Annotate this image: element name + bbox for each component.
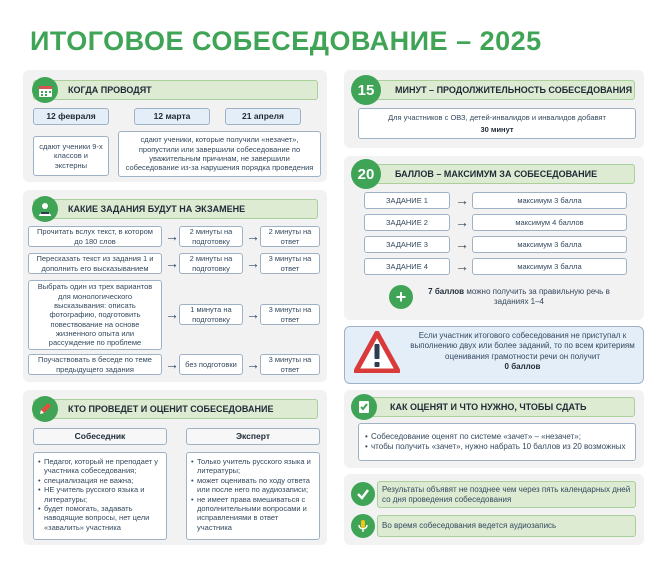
points-bonus xyxy=(419,287,619,308)
list-item: • Собеседование оценят по системе «зачет» – «незачет»; xyxy=(365,432,626,442)
arrow-right-icon: → xyxy=(455,258,469,274)
arrow-right-icon: → xyxy=(246,356,260,372)
duration-number: 15 xyxy=(351,75,381,105)
points-bonus-text: можно получить за правильную речь в заданиях 1–4 xyxy=(466,287,610,307)
checklist-icon xyxy=(351,394,377,420)
duration-note-box xyxy=(358,108,636,139)
page-title: ИТОГОВОЕ СОБЕСЕДОВАНИЕ – 2025 xyxy=(30,26,542,56)
duration-note: Для участников с ОВЗ, детей-инвалидов и инвалидов добавят xyxy=(388,113,606,123)
task-4: Поучаствовать в беседе по теме предыдущего задания xyxy=(28,354,162,375)
list-item: • Педагог, который не преподает у участника собеседования; xyxy=(38,457,162,476)
calendar-icon xyxy=(32,77,58,103)
points-task-2: ЗАДАНИЕ 2 xyxy=(364,214,450,231)
arrow-right-icon: → xyxy=(165,356,179,372)
task-1-prep: 2 минуты на подготовку xyxy=(179,226,243,247)
plus-icon: + xyxy=(389,285,413,309)
points-header: БАЛЛОВ – МАКСИМУМ ЗА СОБЕСЕДОВАНИЕ xyxy=(370,164,635,184)
grading-list xyxy=(365,432,626,452)
task-4-answer: 3 минуты на ответ xyxy=(260,354,320,375)
who-header: КТО ПРОВЕДЕТ И ОЦЕНИТ СОБЕСЕДОВАНИЕ xyxy=(33,399,318,419)
when-header: КОГДА ПРОВОДЯТ xyxy=(33,80,318,100)
grading-box xyxy=(358,423,636,461)
date-apr: 21 апреля xyxy=(225,108,301,125)
results-box: Результаты объявят не позднее чем через пять календарных дней со дня проведения собеседования xyxy=(377,481,636,508)
points-max-3: максимум 3 балла xyxy=(472,236,627,253)
points-bonus-bold: 7 баллов xyxy=(428,287,465,296)
date-feb: 12 февраля xyxy=(33,108,109,125)
arrow-right-icon: → xyxy=(455,192,469,208)
expert-box xyxy=(186,452,320,540)
list-item: • чтобы получить «зачет», нужно набрать 10 баллов из 20 возможных xyxy=(365,442,626,452)
arrow-right-icon: → xyxy=(165,255,179,271)
expert-title: Эксперт xyxy=(186,428,320,445)
task-3: Выбрать один из трех вариантов для монологического высказывания: описать фотографию, подготовить повествование на основе жизненного опыта или рассуждение по проблеме xyxy=(28,280,162,350)
points-task-4: ЗАДАНИЕ 4 xyxy=(364,258,450,275)
list-item: • не имеет права вмешиваться с дополнительными вопросами и исправлениями в ответ участника xyxy=(191,495,315,533)
warning-text-box xyxy=(405,331,640,373)
audio-box: Во время собеседования ведется аудиозапись xyxy=(377,515,636,537)
pen-icon xyxy=(32,396,58,422)
arrow-right-icon: → xyxy=(455,236,469,252)
task-1: Прочитать вслух текст, в котором до 180 слов xyxy=(28,226,162,247)
date-mar: 12 марта xyxy=(134,108,210,125)
task-2-answer: 3 минуты на ответ xyxy=(260,253,320,274)
interviewer-title: Собеседник xyxy=(33,428,167,445)
grading-header: КАК ОЦЕНЯТ И ЧТО НУЖНО, ЧТОБЫ СДАТЬ xyxy=(365,397,635,417)
arrow-right-icon: → xyxy=(165,228,179,244)
points-task-1: ЗАДАНИЕ 1 xyxy=(364,192,450,209)
expert-list xyxy=(191,457,315,532)
interviewer-box xyxy=(33,452,167,540)
task-3-answer: 3 минуты на ответ xyxy=(260,304,320,325)
points-max-2: максимум 4 баллов xyxy=(472,214,627,231)
warning-icon xyxy=(354,331,400,378)
list-item: • специализация не важна; xyxy=(38,476,162,485)
task-4-prep: без подготовки xyxy=(179,354,243,375)
arrow-right-icon: → xyxy=(455,214,469,230)
arrow-right-icon: → xyxy=(165,306,179,322)
microphone-icon xyxy=(351,514,375,538)
list-item: • будет помогать, задавать наводящие вопросы, нет цели «завалить» участника xyxy=(38,504,162,532)
points-max-4: максимум 3 балла xyxy=(472,258,627,275)
when-desc-feb: сдают ученики 9-х классов и экстерны xyxy=(33,136,109,176)
arrow-right-icon: → xyxy=(246,306,260,322)
when-desc-other: сдают ученики, которые получили «незачет», пропустили или завершили собеседование по уважительным причинам, не завершили собеседование из-за нарушения порядка проведения xyxy=(118,131,321,177)
tasks-header: КАКИЕ ЗАДАНИЯ БУДУТ НА ЭКЗАМЕНЕ xyxy=(33,199,318,219)
arrow-right-icon: → xyxy=(246,255,260,271)
arrow-right-icon: → xyxy=(246,228,260,244)
list-item: • НЕ учитель русского языка и литературы; xyxy=(38,485,162,504)
warning-text: Если участник итогового собеседования не приступал к выполнению двух или более заданий, то по всем критериям оценивания грамотности речи он получит xyxy=(410,331,635,361)
task-2-prep: 2 минуты на подготовку xyxy=(179,253,243,274)
task-2: Пересказать текст из задания 1 и дополнить его высказыванием xyxy=(28,253,162,274)
checkmark-icon xyxy=(351,482,375,506)
interviewer-list xyxy=(38,457,162,532)
task-1-answer: 2 минуты на ответ xyxy=(260,226,320,247)
points-number: 20 xyxy=(351,159,381,189)
points-max-1: максимум 3 балла xyxy=(472,192,627,209)
duration-header: МИНУТ – ПРОДОЛЖИТЕЛЬНОСТЬ СОБЕСЕДОВАНИЯ xyxy=(370,80,635,100)
task-3-prep: 1 минута на подготовку xyxy=(179,304,243,325)
student-icon xyxy=(32,196,58,222)
duration-extra: 30 минут xyxy=(480,124,514,134)
warning-bold: 0 баллов xyxy=(504,362,541,372)
points-task-3: ЗАДАНИЕ 3 xyxy=(364,236,450,253)
list-item: • может оценивать по ходу ответа или после него по аудиозаписи; xyxy=(191,476,315,495)
list-item: • Только учитель русского языка и литературы; xyxy=(191,457,315,476)
